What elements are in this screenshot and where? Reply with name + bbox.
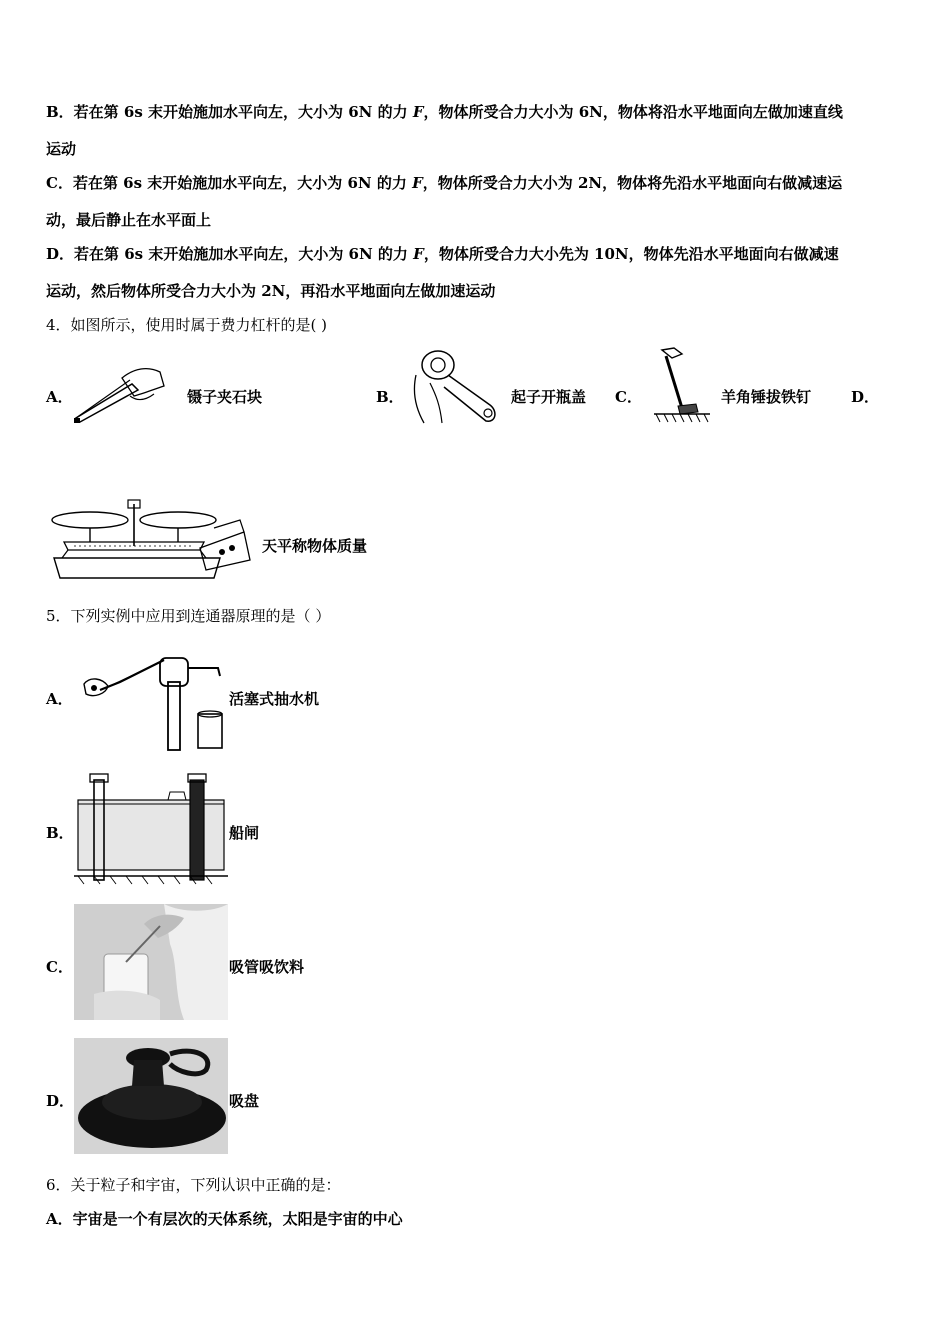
q3-option-c-line1	[46, 173, 842, 193]
straw-drink-image	[74, 904, 228, 1020]
q4-option-a-letter: A．	[46, 388, 73, 406]
q3-option-c-text-b: ，物体所受合力大小为 2N，物体将先沿水平地面向右做减速运	[422, 174, 843, 192]
q5-option-c-letter: C．	[46, 958, 73, 976]
q3-option-c-text-a: C．若在第 6s 末开始施加水平向左，大小为 6N 的力	[46, 174, 413, 192]
q3-option-c-force: F	[412, 174, 423, 192]
q3-option-c-line2: 动，最后静止在水平面上	[46, 211, 212, 229]
q3-option-d-force: F	[413, 245, 424, 263]
q3-option-d-text-a: D．若在第 6s 末开始施加水平向左，大小为 6N 的力	[46, 245, 414, 263]
q4-option-a-caption: 镊子夹石块	[187, 388, 263, 406]
q3-option-b-text-b: ，物体所受合力大小为 6N，物体将沿水平地面向左做加速直线	[423, 103, 843, 121]
q3-option-d-text-b: ，物体所受合力大小先为 10N，物体先沿水平地面向右做减速	[423, 245, 839, 263]
q5-stem: 5．下列实例中应用到连通器原理的是（ ）	[46, 607, 331, 625]
suction-cup-image	[74, 1038, 228, 1154]
ship-lock-image	[74, 770, 228, 886]
q4-option-d-letter: D．	[851, 388, 880, 406]
q5-option-b-caption: 船闸	[229, 824, 260, 842]
bottle-opener-image	[410, 343, 505, 425]
q3-option-b-text-a: B．若在第 6s 末开始施加水平向左，大小为 6N 的力	[46, 103, 413, 121]
q5-option-d-caption: 吸盘	[229, 1092, 260, 1110]
balance-scale-image	[44, 498, 254, 582]
claw-hammer-image	[652, 346, 712, 424]
q3-option-d-line2: 运动，然后物体所受合力大小为 2N，再沿水平地面向左做加速运动	[46, 282, 496, 300]
q4-option-c-letter: C．	[615, 388, 642, 406]
q5-option-c-caption: 吸管吸饮料	[229, 958, 305, 976]
q4-stem: 4．如图所示，使用时属于费力杠杆的是( )	[46, 316, 328, 334]
tweezers-image	[72, 360, 167, 425]
q4-option-d-caption: 天平称物体质量	[262, 537, 368, 555]
q3-option-d-line1	[46, 244, 839, 264]
q3-option-b-force: F	[412, 103, 424, 121]
q5-option-a-letter: A．	[46, 690, 73, 708]
q4-option-b-caption: 起子开瓶盖	[511, 388, 587, 406]
q5-option-a-caption: 活塞式抽水机	[229, 690, 320, 708]
q5-option-b-letter: B．	[46, 824, 74, 842]
q6-stem: 6．关于粒子和宇宙，下列认识中正确的是：	[46, 1176, 341, 1194]
q6-option-a: A．宇宙是一个有层次的天体系统，太阳是宇宙的中心	[46, 1210, 403, 1228]
q3-option-b-line1	[46, 102, 843, 122]
q3-option-b-line2: 运动	[46, 140, 77, 158]
piston-pump-image	[80, 642, 230, 752]
q4-option-b-letter: B．	[376, 388, 404, 406]
q4-option-c-caption: 羊角锤拔铁钉	[721, 388, 812, 406]
q5-option-d-letter: D．	[46, 1092, 75, 1110]
